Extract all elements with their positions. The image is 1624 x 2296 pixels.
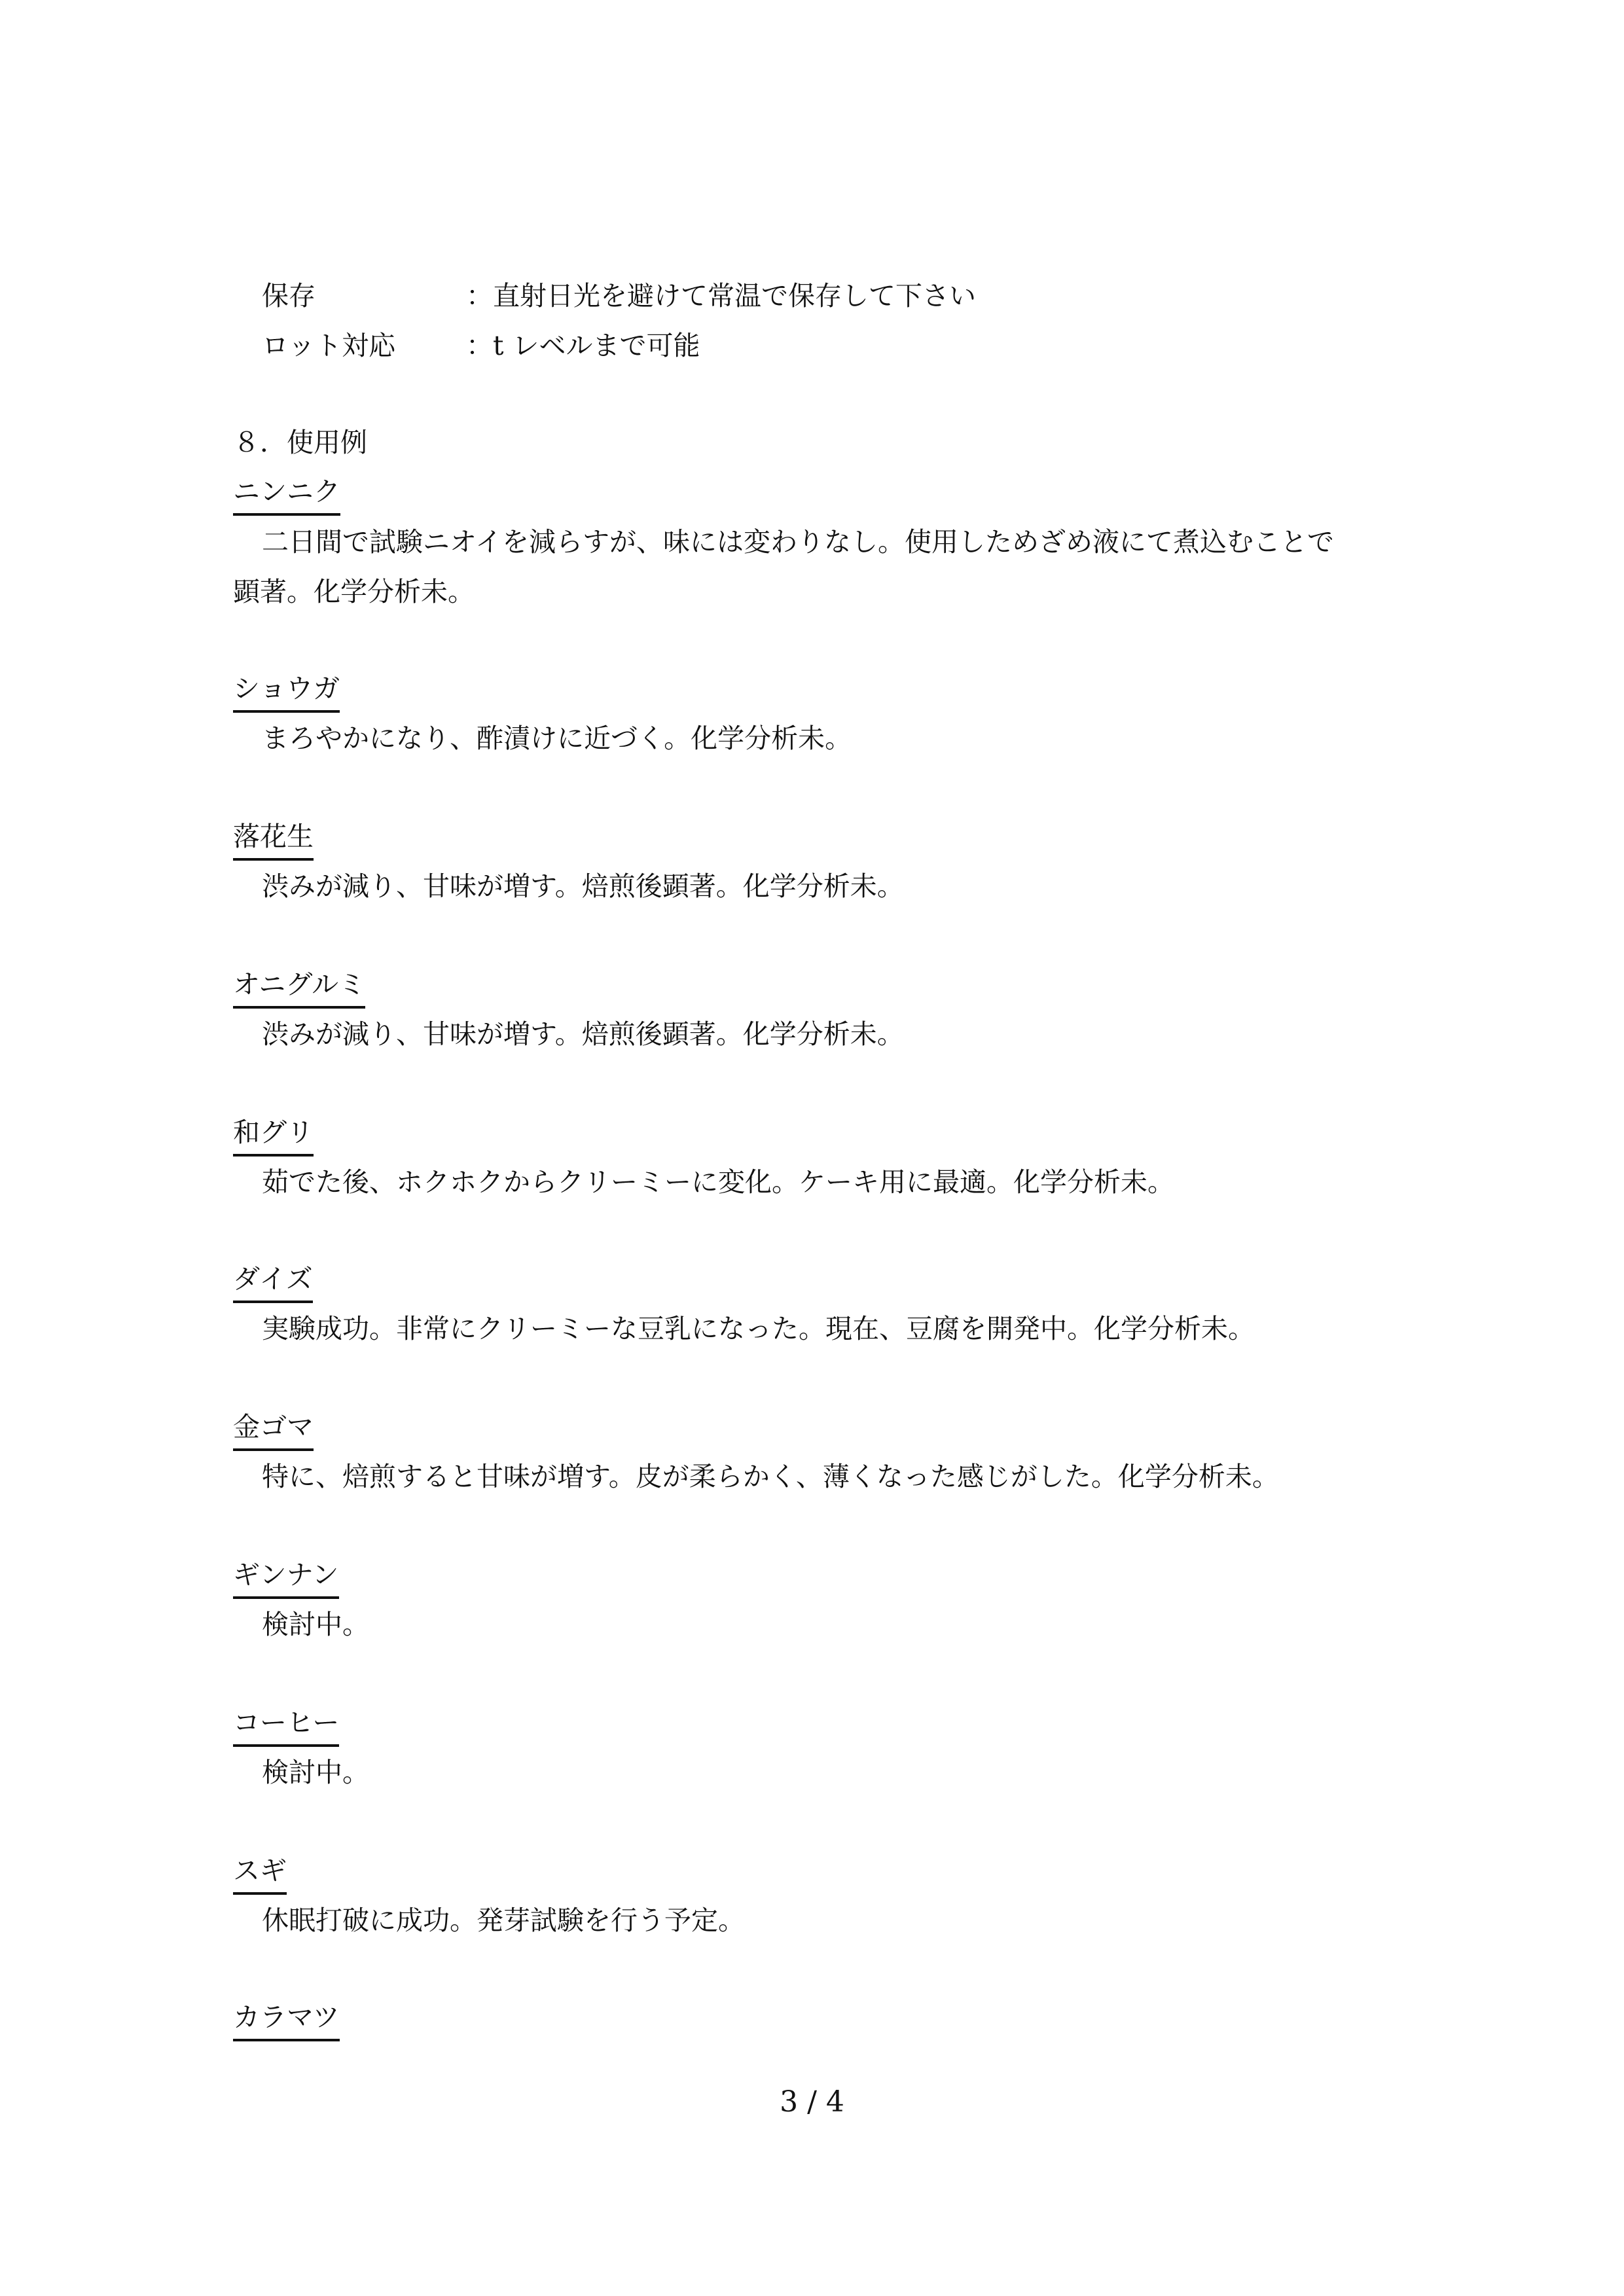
example-heading-larch: カラマツ [233,2004,340,2041]
example-heading-cedar: スギ [233,1857,287,1895]
example-heading-chestnut: 和グリ [233,1119,314,1157]
example-text-coffee: 検討中。 [262,1757,369,1788]
example-heading-ginger: ショウガ [233,675,340,713]
spec-label-storage: 保存 [262,280,316,312]
spec-value-lot: ：t レベルまで可能 [466,330,700,361]
example-text-walnut: 渋みが減り、甘味が増す。焙煎後顕著。化学分析未。 [262,1018,904,1050]
page-number: 3 / 4 [780,2085,844,2119]
example-text-peanut: 渋みが減り、甘味が増す。焙煎後顕著。化学分析未。 [262,870,904,902]
example-text-cedar: 休眠打破に成功。発芽試験を行う予定。 [262,1905,745,1936]
example-text-garlic-line2: 顕著。化学分析未。 [233,576,475,607]
example-text-ginkgo: 検討中。 [262,1609,369,1640]
example-text-soybean: 実験成功。非常にクリーミーな豆乳になった。現在、豆腐を開発中。化学分析未。 [262,1313,1255,1344]
example-text-garlic-line1: 二日間で試験ニオイを減らすが、味には変わりなし。使用しためざめ液にて煮込むことで [262,526,1334,558]
example-heading-coffee: コーヒー [233,1710,339,1747]
example-heading-peanut: 落花生 [233,823,314,861]
example-heading-sesame: 金ゴマ [233,1414,314,1451]
example-text-sesame: 特に、焙煎すると甘味が増す。皮が柔らかく、薄くなった感じがした。化学分析未。 [262,1461,1279,1492]
example-text-chestnut: 茹でた後、ホクホクからクリーミーに変化。ケーキ用に最適。化学分析未。 [262,1166,1174,1198]
example-heading-garlic: ニンニク [233,478,340,516]
spec-value-storage: ：直射日光を避けて常温で保存して下さい [466,280,976,312]
example-heading-walnut: オニグルミ [233,971,365,1009]
section-title: ８．使用例 [233,427,367,458]
example-heading-ginkgo: ギンナン [233,1562,339,1599]
spec-label-lot: ロット対応 [262,330,396,361]
example-heading-soybean: ダイズ [233,1266,313,1303]
example-text-ginger: まろやかになり、酢漬けに近づく。化学分析未。 [262,723,852,754]
